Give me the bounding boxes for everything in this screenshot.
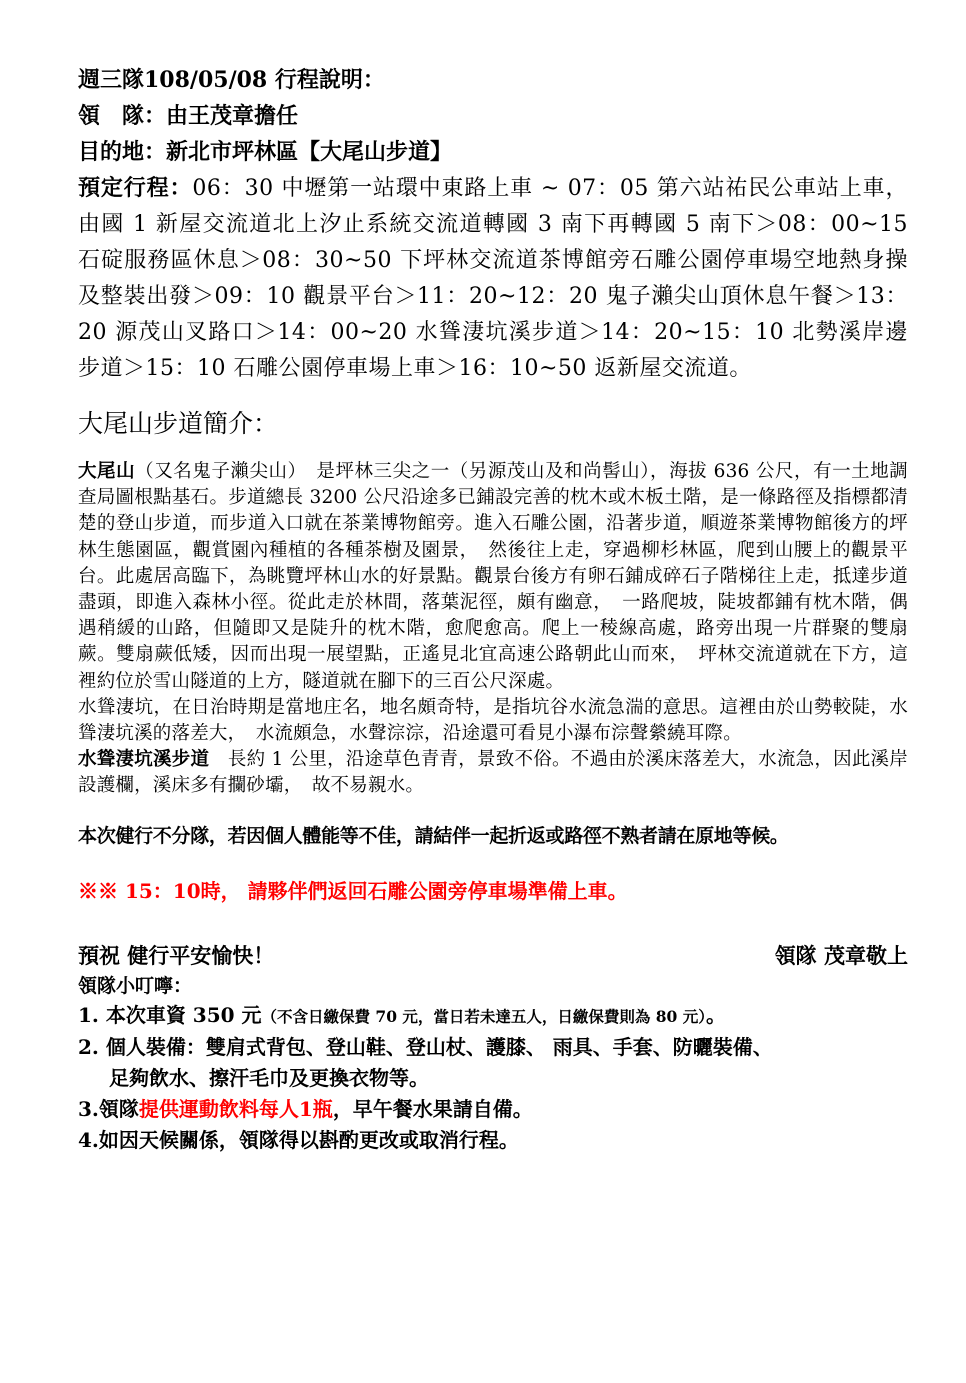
trip-heading: 週三隊108/05/08 行程說明： <box>78 67 385 93</box>
intro-p2-text: 水聳淒坑，在日治時期是當地庄名，地名頗奇特，是指坑谷水流急湍的意思。這裡由於山勢較陡，水聳淒坑溪的落差大， 水流頗急，水聲淙淙，沿途還可看見小瀑布淙聲縈繞耳際。 <box>78 696 908 745</box>
destination-line: 目的地：新北市坪林區【大尾山步道】 <box>78 139 453 165</box>
schedule-paragraph <box>78 170 908 387</box>
intro-p3-text: 長約 1 公里，沿途草色青青，景致不俗。不過由於溪床落差大，水流急，因此溪岸設護欄，溪床多有攔砂壩， 故不易親水。 <box>78 749 908 797</box>
tip-1 <box>78 1000 908 1032</box>
intro-p1-text: （又名鬼子瀨尖山） 是坪林三尖之一（另源茂山及和尚髻山），海拔 636 公尺，有一土地調查局圖根點基石。步道總長 3200 公尺沿途多已鋪設完善的枕木或木板土階，是一條路徑及指標都清楚的登山步道，而步道入口就在茶業博物館旁。進入石雕公園，沿著步道，順遊茶業博物館後方的坪林生態園區，觀賞園內種植的各種茶樹及園景， 然後往上走，穿過柳杉林區，爬到山腰上的觀景平台。此處居高臨下，為眺覽坪林山水的好景點。觀景台後方有卵石鋪成碎石子階梯往上走，抵達步道盡頭，即進入森林小徑。從此走於林間，落葉泥徑，頗有幽意， 一路爬坡，陡坡都鋪有枕木階，偶遇稍緩的山路，但隨即又是陡升的枕木階，愈爬愈高。爬上一稜線高處，路旁出現一片群聚的雙扇蕨。雙扇蕨低矮，因而出現一展望點，正遙見北宜高速公路朝此山而來， 坪林交流道就在下方，這裡約位於雪山隧道的上方，隧道就在腳下的三百公尺深處。 <box>78 461 908 692</box>
tip-3 <box>78 1094 908 1125</box>
leader-line: 領 隊：由王茂章擔任 <box>78 103 299 129</box>
intro-p3-bold: 水聳淒坑溪步道 <box>78 749 210 771</box>
intro-paragraph-3 <box>78 747 908 799</box>
schedule-label: 預定行程： <box>78 175 193 201</box>
signer-text: 領隊 茂章敬上 <box>774 942 908 968</box>
schedule-text: 06：30 中壢第一站環中東路上車 ~ 07：05 第六站祐民公車站上車，由國 1 新屋交流道北上汐止系統交流道轉國 3 南下再轉國 5 南下＞08：00~15 石碇服務區休息＞08：30~50 下坪林交流道茶博館旁石雕公園停車場空地熱身操及整裝出發＞09：10 觀景平台＞11：20~12：20 鬼子瀨尖山頂休息午餐＞13：20 源茂山叉路口＞14：00~20 水聳淒坑溪步道＞14：20~15：10 北勢溪岸邊步道＞15：10 石雕公園停車場上車＞16：10~50 返新屋交流道。 <box>78 176 908 381</box>
document-page <box>78 62 908 1156</box>
tip-4: 4.如因天候關係，領隊得以斟酌更改或取消行程。 <box>78 1127 519 1152</box>
wish-text: 預祝 健行平安愉快！ <box>78 942 275 968</box>
intro-p1-bold: 大尾山 <box>78 461 136 482</box>
tips-title: 領隊小叮嚀： <box>78 974 193 997</box>
intro-paragraph-1 <box>78 459 908 695</box>
tip-2-line-1: 2. 個人裝備：雙肩式背包、登山鞋、登山杖、護膝、 雨具、手套、防曬裝備、 <box>78 1034 773 1059</box>
tip-1-end: 。 <box>706 1002 726 1027</box>
tip-3-highlight: 提供運動飲料每人1瓶 <box>138 1096 333 1121</box>
tip-3-pre: 3.領隊 <box>78 1096 139 1121</box>
intro-title: 大尾山步道簡介： <box>78 409 279 438</box>
tip-3-post: ，早午餐水果請自備。 <box>332 1096 533 1121</box>
tip-1-main: 1. 本次車資 350 元 <box>78 1002 262 1027</box>
intro-paragraph-2 <box>78 695 908 747</box>
notice-text: 本次健行不分隊，若因個人體能等不佳，請結伴一起折返或路徑不熟者請在原地等候。 <box>78 824 789 847</box>
tip-1-note: （不含日繳保費 70 元，當日若未達五人，日繳保費則為 80 元） <box>261 1006 706 1026</box>
tip-2-line-2: 足夠飲水、擦汗毛巾及更換衣物等。 <box>109 1065 429 1090</box>
warning-text: ※※ 15：10時， 請夥伴們返回石雕公園旁停車場準備上車。 <box>78 878 628 903</box>
sign-row <box>78 940 908 972</box>
